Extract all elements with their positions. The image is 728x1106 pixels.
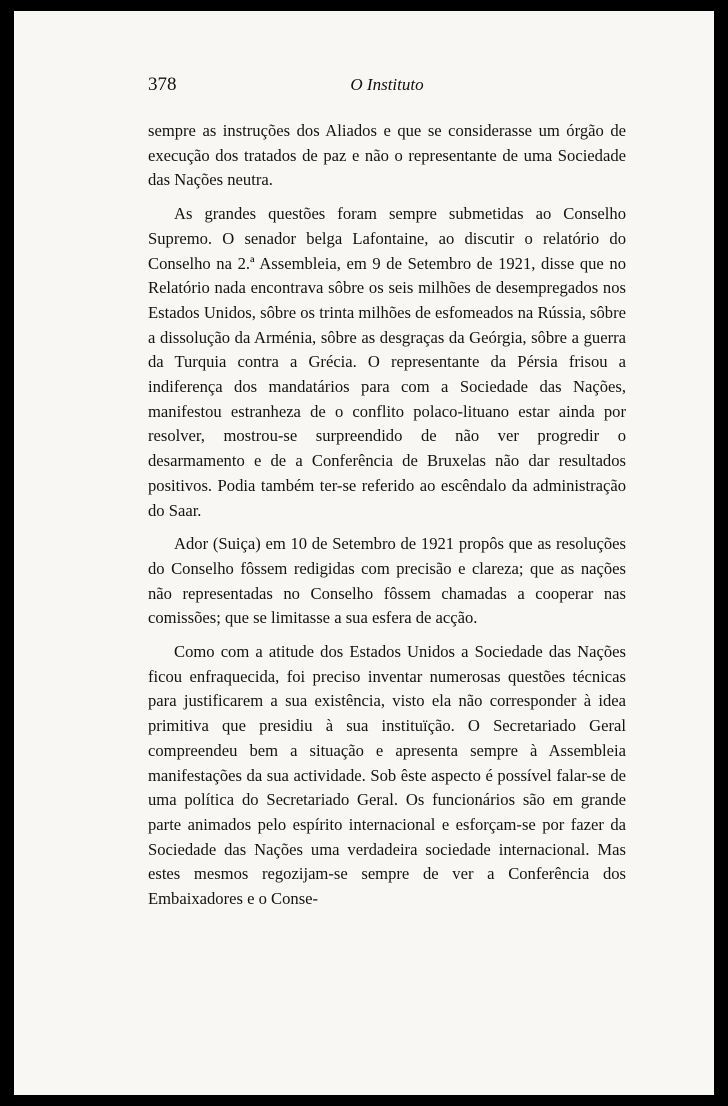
paragraph: Como com a atitude dos Estados Unidos a Sociedade das Nações ficou enfraquecida, foi preciso inventar numerosas questões técnicas para justificarem a sua existência, visto ela não corresponder à idea primitiva que presidiu à sua instituïção. O Secretariado Geral compreendeu bem a situação e apresenta sempre à Assembleia manifestações da sua actividade. Sob êste aspecto é possível falar-se de uma política do Secretariado Geral. Os funcionários são em grande parte animados pelo espírito internacional e esforçam-se por fazer da Sociedade das Nações uma verdadeira sociedade internacional. Mas estes mesmos regozijam-se sempre de ver a Conferência dos Embaixadores e o Conse- bbox=[148, 642, 626, 909]
running-title: O Instituto bbox=[350, 75, 424, 94]
paragraph: Ador (Suiça) em 10 de Setembro de 1921 propôs que as resoluções do Conselho fôssem redigidas com precisão e clareza; que as nações não representadas no Conselho fôssem chamadas a cooperar nas comissões; que se limitasse a sua esfera de acção. bbox=[148, 534, 626, 628]
page-number: 378 bbox=[148, 74, 177, 95]
page-header bbox=[148, 74, 626, 100]
paragraph: sempre as instruções dos Aliados e que se considerasse um órgão de execução dos tratados de paz e não o representante de uma Sociedade das Nações neutra. bbox=[148, 121, 626, 190]
body-text bbox=[148, 119, 626, 912]
book-page bbox=[14, 11, 714, 1095]
paragraph: As grandes questões foram sempre submetidas ao Conselho Supremo. O senador belga Lafontaine, ao discutir o relatório do Conselho na 2.ª Assembleia, em 9 de Setembro de 1921, disse que no Relatório nada encontrava sôbre os seis milhões de desempregados nos Estados Unidos, sôbre os trinta milhões de esfomeados na Rússia, sôbre a dissolução da Arménia, sôbre as desgraças da Geórgia, sôbre a guerra da Turquia contra a Grécia. O representante da Pérsia frisou a indiferença dos mandatários para com a Sociedade das Nações, manifestou estranheza de o conflito polaco-lituano estar ainda por resolver, mostrou-se surpreendido de não ver progredir o desarmamento e de a Conferência de Bruxelas não dar resultados positivos. Podia também ter-se referido ao escêndalo da administração do Saar. bbox=[148, 204, 626, 520]
